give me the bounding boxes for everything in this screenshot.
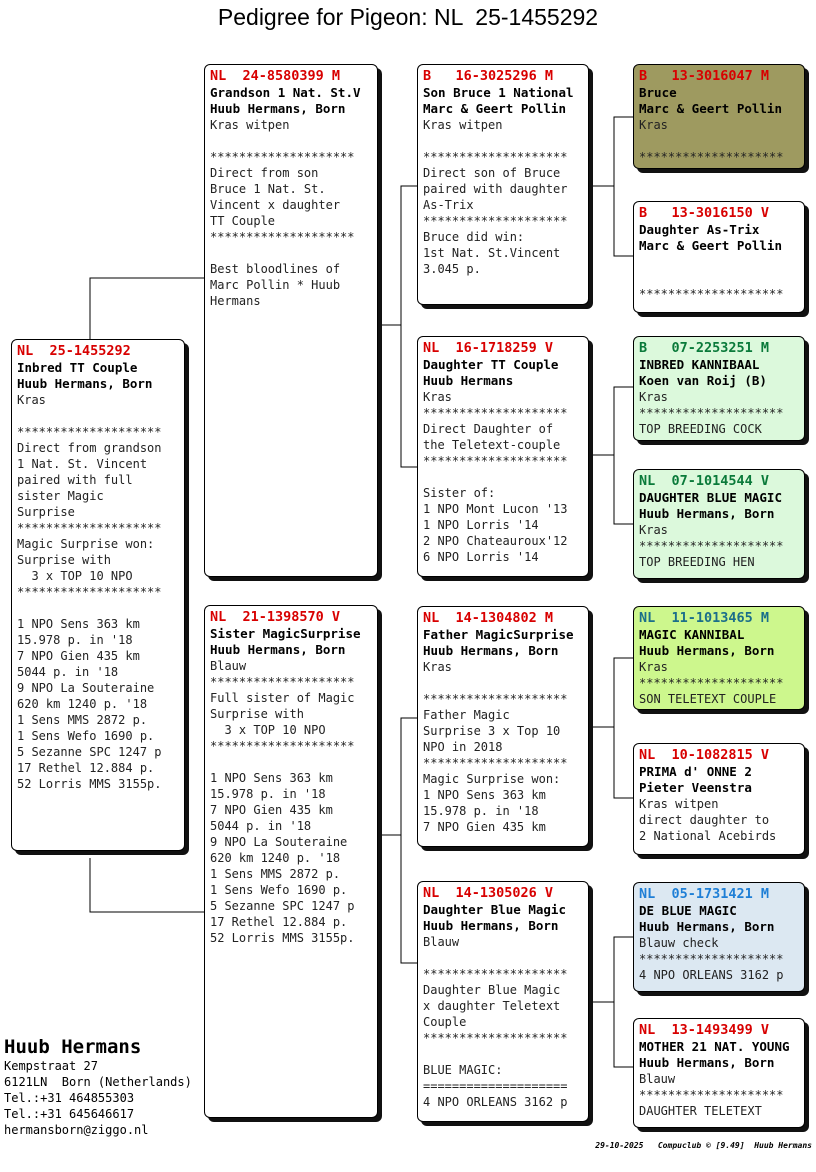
pigeon-name: PRIMA d' ONNE 2 [639, 764, 752, 779]
ring-number: B 13-3016047 M [639, 68, 770, 84]
ring-number: NL 16-1718259 V [423, 340, 554, 356]
note-line [423, 950, 584, 966]
note-line: Surprise 3 x Top 10 [423, 724, 561, 738]
note-line: 2 National Acebirds [639, 829, 777, 843]
note-line: ******************** [210, 230, 355, 244]
note-line: ******************** [423, 214, 568, 228]
pigeon-name: Father MagicSurprise [423, 627, 574, 642]
pigeon-name: DAUGHTER BLUE MAGIC [639, 490, 782, 505]
note-line: Daughter Blue Magic [423, 983, 561, 997]
breeder-street: Kempstraat 27 [4, 1059, 98, 1073]
pigeon-card-ssd[interactable] [633, 201, 805, 313]
note-line: Full sister of Magic [210, 691, 355, 705]
pigeon-color: Kras witpen [423, 118, 503, 132]
note-line: ******************** [639, 406, 784, 420]
pigeon-color: Blauw [423, 935, 460, 949]
pigeon-color: Kras [639, 523, 668, 537]
note-line: Surprise [17, 505, 75, 519]
pigeon-card-subject[interactable] [11, 339, 185, 851]
note-line: 6 NPO Lorris '14 [423, 550, 539, 564]
note-line: 7 NPO Gien 435 km [423, 820, 546, 834]
note-line: ******************** [17, 521, 162, 535]
pigeon-color: Kras [423, 660, 452, 674]
pigeon-name: Bruce [639, 85, 677, 100]
note-line: 52 Lorris MMS 3155p. [210, 931, 355, 945]
ring-number: B 13-3016150 V [639, 205, 770, 221]
pigeon-name: Grandson 1 Nat. St.V [210, 85, 361, 100]
pigeon-color: Kras [423, 390, 452, 404]
note-line: Bruce 1 Nat. St. [210, 182, 326, 196]
pigeon-color: Kras witpen [210, 118, 290, 132]
ring-number: NL 14-1304802 M [423, 610, 554, 626]
note-line: 5044 p. in '18 [17, 665, 119, 679]
note-line: 7 NPO Gien 435 km [17, 649, 140, 663]
note-line: ******************** [17, 585, 162, 599]
ring-number: NL 11-1013465 M [639, 610, 770, 626]
note-line [210, 754, 373, 770]
note-line: ******************** [639, 150, 784, 164]
owner-name: Koen van Roij (B) [639, 373, 767, 388]
note-line [423, 469, 584, 485]
note-line: BLUE MAGIC: [423, 1063, 503, 1077]
pigeon-name: Inbred TT Couple [17, 360, 138, 375]
pigeon-color: Kras [639, 118, 668, 132]
ring-number: B 07-2253251 M [639, 340, 770, 356]
note-line: Direct son of Bruce [423, 166, 561, 180]
note-line: TOP BREEDING HEN [639, 555, 755, 569]
pigeon-card-dd[interactable] [417, 881, 589, 1122]
pigeon-card-dsd[interactable] [633, 743, 805, 855]
footer-credit: 29-10-2025 Compuclub © [9.49] Huub Hermans [595, 1141, 812, 1150]
note-line: ******************** [423, 454, 568, 468]
pigeon-card-ddd[interactable] [633, 1018, 805, 1128]
note-line: Bruce did win: [423, 230, 525, 244]
note-line: 620 km 1240 p. '18 [17, 697, 148, 711]
pigeon-color: Blauw [639, 1072, 676, 1086]
note-line: ******************** [423, 756, 568, 770]
note-line: ******************** [423, 406, 568, 420]
pigeon-name: Sister MagicSurprise [210, 626, 361, 641]
owner-name: Huub Hermans, Born [210, 101, 346, 116]
note-line [17, 408, 180, 424]
note-line: ******************** [639, 676, 784, 690]
pigeon-color: Blauw [210, 659, 247, 673]
ring-number: NL 14-1305026 V [423, 885, 554, 901]
note-line: Surprise with [17, 553, 111, 567]
note-line: Best bloodlines of [210, 262, 341, 276]
ring-number: B 16-3025296 M [423, 68, 554, 84]
note-line: sister Magic [17, 489, 104, 503]
note-line: DAUGHTER TELETEXT [639, 1104, 762, 1118]
pigeon-card-ss[interactable] [417, 64, 589, 305]
pigeon-name: Daughter As-Trix [639, 222, 760, 237]
note-line: ******************** [17, 425, 162, 439]
owner-name: Huub Hermans, Born [17, 376, 153, 391]
note-line: 4 NPO ORLEANS 3162 p [423, 1095, 568, 1109]
note-line: 1 Sens MMS 2872 p. [210, 867, 341, 881]
owner-name: Huub Hermans, Born [210, 642, 346, 657]
note-line: 3 x TOP 10 NPO [210, 723, 326, 737]
note-line: 15.978 p. in '18 [423, 804, 539, 818]
note-line: SON TELETEXT COUPLE [639, 692, 777, 706]
owner-name: Huub Hermans, Born [639, 643, 775, 658]
note-line: x daughter Teletext [423, 999, 561, 1013]
note-line: 1 NPO Sens 363 km [17, 617, 140, 631]
pigeon-color: Kras [639, 390, 668, 404]
note-line [423, 675, 584, 691]
page-title: Pedigree for Pigeon: NL 25-1455292 [217, 4, 599, 30]
note-line: 17 Rethel 12.884 p. [210, 915, 348, 929]
note-line: ******************** [639, 952, 784, 966]
owner-name: Huub Hermans, Born [639, 919, 775, 934]
note-line: ******************** [639, 1088, 784, 1102]
breeder-phone-1: Tel.:+31 464855303 [4, 1091, 135, 1105]
note-line: 5 Sezanne SPC 1247 p [17, 745, 162, 759]
note-line [639, 270, 800, 286]
pigeon-card-sss[interactable] [633, 64, 805, 169]
note-line: 5 Sezanne SPC 1247 p [210, 899, 355, 913]
owner-name: Huub Hermans, Born [423, 918, 559, 933]
note-line: paired with daughter [423, 182, 568, 196]
note-line: 1 Sens MMS 2872 p. [17, 713, 148, 727]
note-line: ******************** [210, 739, 355, 753]
ring-number: NL 05-1731421 M [639, 886, 770, 902]
note-line: ******************** [210, 150, 355, 164]
note-line: ==================== [423, 1079, 568, 1093]
note-line: ******************** [639, 539, 784, 553]
note-line: 7 NPO Gien 435 km [210, 803, 333, 817]
ring-number: NL 21-1398570 V [210, 609, 341, 625]
owner-name: Marc & Geert Pollin [423, 101, 566, 116]
pigeon-color: Kras [639, 660, 668, 674]
note-line: ******************** [423, 1031, 568, 1045]
note-line: ******************** [423, 150, 568, 164]
owner-name: Marc & Geert Pollin [639, 238, 782, 253]
pigeon-card-sd[interactable] [417, 336, 589, 577]
breeder-address [4, 1036, 192, 1138]
note-line: 1st Nat. St.Vincent [423, 246, 561, 260]
owner-name: Huub Hermans [423, 373, 514, 388]
note-line [639, 133, 800, 149]
pigeon-color: Blauw check [639, 936, 719, 950]
pigeon-color: Kras [17, 393, 46, 407]
breeder-name: Huub Hermans [4, 1036, 142, 1058]
pigeon-name: DE BLUE MAGIC [639, 903, 737, 918]
breeder-email: hermansborn@ziggo.nl [4, 1123, 149, 1137]
note-line: ******************** [210, 675, 355, 689]
note-line: Direct from son [210, 166, 319, 180]
note-line: direct daughter to [639, 813, 770, 827]
note-line: 4 NPO ORLEANS 3162 p [639, 968, 784, 982]
note-line [423, 1046, 584, 1062]
note-line: Surprise with [210, 707, 304, 721]
note-line: 1 NPO Lorris '14 [423, 518, 539, 532]
owner-name: Huub Hermans, Born [639, 1055, 775, 1070]
pigeon-name: MOTHER 21 NAT. YOUNG [639, 1039, 790, 1054]
note-line [639, 254, 800, 270]
ring-number: NL 07-1014544 V [639, 473, 770, 489]
pigeon-name: INBRED KANNIBAAL [639, 357, 760, 372]
note-line: 1 Nat. St. Vincent [17, 457, 148, 471]
note-line: Marc Pollin * Huub [210, 278, 341, 292]
pigeon-card-dss[interactable] [633, 606, 805, 710]
note-line: Sister of: [423, 486, 496, 500]
ring-number: NL 24-8580399 M [210, 68, 341, 84]
pigeon-card-ds[interactable] [417, 606, 589, 847]
owner-name: Marc & Geert Pollin [639, 101, 782, 116]
note-line: ******************** [423, 692, 568, 706]
note-line: Vincent x daughter [210, 198, 341, 212]
note-line: 1 Sens Wefo 1690 p. [17, 729, 155, 743]
note-line: Magic Surprise won: [17, 537, 155, 551]
note-line: 52 Lorris MMS 3155p. [17, 777, 162, 791]
note-line: 5044 p. in '18 [210, 819, 312, 833]
note-line: 3 x TOP 10 NPO [17, 569, 133, 583]
note-line: 17 Rethel 12.884 p. [17, 761, 155, 775]
pigeon-name: Daughter TT Couple [423, 357, 559, 372]
note-line: 1 NPO Mont Lucon '13 [423, 502, 568, 516]
note-line [210, 133, 373, 149]
note-line: As-Trix [423, 198, 474, 212]
note-line: 9 NPO La Souteraine [17, 681, 155, 695]
pigeon-card-dds[interactable] [633, 882, 805, 992]
ring-number: NL 25-1455292 [17, 343, 131, 359]
note-line: paired with full [17, 473, 133, 487]
pigeon-card-sdd[interactable] [633, 469, 805, 579]
note-line: 2 NPO Chateauroux'12 [423, 534, 568, 548]
pigeon-name: MAGIC KANNIBAL [639, 627, 745, 642]
note-line: the Teletext-couple [423, 438, 561, 452]
note-line: Hermans [210, 294, 261, 308]
note-line: ******************** [639, 287, 784, 301]
note-line: NPO in 2018 [423, 740, 503, 754]
breeder-phone-2: Tel.:+31 645646617 [4, 1107, 135, 1121]
pigeon-card-sire[interactable] [204, 64, 378, 577]
pigeon-card-sds[interactable] [633, 336, 805, 441]
note-line: Couple [423, 1015, 467, 1029]
note-line: 1 NPO Sens 363 km [210, 771, 333, 785]
note-line: 1 NPO Sens 363 km [423, 788, 546, 802]
note-line: Father Magic [423, 708, 510, 722]
owner-name: Huub Hermans, Born [639, 506, 775, 521]
note-line: TOP BREEDING COCK [639, 422, 762, 436]
owner-name: Pieter Veenstra [639, 780, 752, 795]
pigeon-card-dam[interactable] [204, 605, 378, 1118]
note-line: 620 km 1240 p. '18 [210, 851, 341, 865]
note-line: 9 NPO La Souteraine [210, 835, 348, 849]
note-line: Direct Daughter of [423, 422, 554, 436]
ring-number: NL 13-1493499 V [639, 1022, 770, 1038]
owner-name: Huub Hermans, Born [423, 643, 559, 658]
note-line: 15.978 p. in '18 [210, 787, 326, 801]
note-line: Magic Surprise won: [423, 772, 561, 786]
note-line [17, 600, 180, 616]
pigeon-name: Daughter Blue Magic [423, 902, 566, 917]
pigeon-name: Son Bruce 1 National [423, 85, 574, 100]
note-line: ******************** [423, 967, 568, 981]
note-line: 15.978 p. in '18 [17, 633, 133, 647]
note-line [423, 133, 584, 149]
note-line: TT Couple [210, 214, 276, 228]
note-line: Direct from grandson [17, 441, 162, 455]
note-line: 1 Sens Wefo 1690 p. [210, 883, 348, 897]
breeder-city: 6121LN Born (Netherlands) [4, 1075, 192, 1089]
note-line [210, 245, 373, 261]
pigeon-color: Kras witpen [639, 797, 719, 811]
ring-number: NL 10-1082815 V [639, 747, 770, 763]
note-line: 3.045 p. [423, 262, 481, 276]
